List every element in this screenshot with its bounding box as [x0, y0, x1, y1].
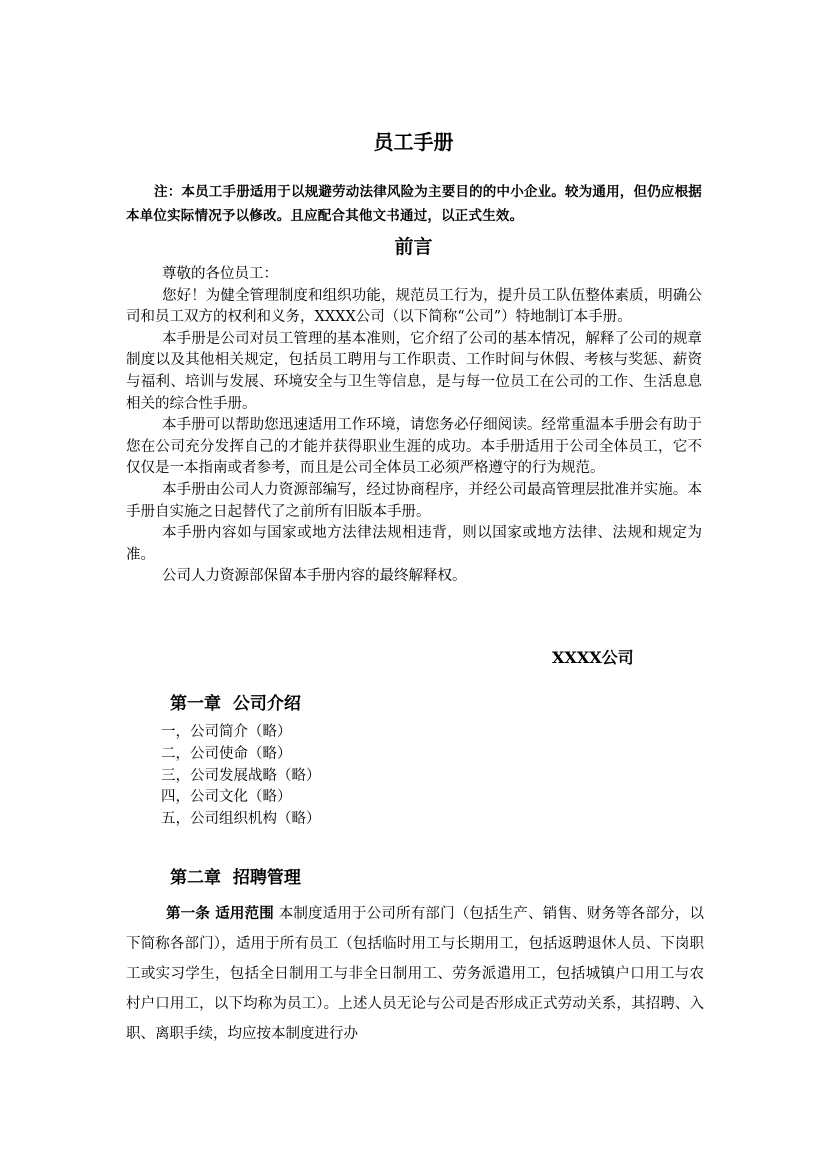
- preface-heading: 前言: [394, 236, 433, 258]
- article-1-label: 第一条 适用范围: [166, 906, 274, 922]
- preface-greeting: 尊敬的各位员工：: [162, 266, 278, 282]
- article-1-text: 本制度适用于公司所有部门（包括生产、销售、财务等各部分，以下简称各部门），适用于所有员工（包括临时用工与长期用工，包括返聘退休人员、下岗职工或实习学生，包括全日制用工与非全日制用工、劳务派遣用工，包括城镇户口用工与农村户口用工，以下均称为员工）。上述人员无论与公司是否形成正式劳动关系，其招聘、入职、离职手续，均应按本制度进行办: [126, 906, 704, 1042]
- chapter-1-heading: 第一章 公司介绍: [170, 694, 301, 714]
- chapter-2-heading: 第二章 招聘管理: [170, 868, 301, 888]
- preface-paragraph: 本手册由公司人力资源部编写，经过协商程序，并经公司最高管理层批准并实施。本手册自实施之日起替代了之前所有旧版本手册。: [126, 481, 702, 520]
- article-1: [126, 899, 704, 1049]
- preface-paragraph: 您好！为健全管理制度和组织功能，规范员工行为，提升员工队伍整体素质，明确公司和员工双方的权利和义务，XXXX公司（以下简称“公司”）特地制订本手册。: [126, 287, 702, 326]
- document-title: 员工手册: [373, 130, 454, 154]
- preface-paragraph: 公司人力资源部保留本手册内容的最终解释权。: [162, 568, 467, 585]
- preface-body: [126, 264, 702, 588]
- list-item: 五，公司组织机构（略）: [161, 811, 321, 828]
- chapter-1-list: [161, 722, 321, 831]
- preface-paragraph: 本手册是公司对员工管理的基本准则，它介绍了公司的基本情况，解释了公司的规章制度以及其他相关规定，包括员工聘用与工作职责、工作时间与休假、考核与奖惩、薪资与福利、培训与发展、环境安全与卫生等信息，是与每一位员工在公司的工作、生活息息相关的综合性手册。: [126, 330, 702, 412]
- usage-note: 注：本员工手册适用于以规避劳动法律风险为主要目的的中小企业。较为通用，但仍应根据本单位实际情况予以修改。且应配合其他文书通过，以正式生效。: [126, 184, 702, 224]
- list-item: 一，公司简介（略）: [161, 724, 292, 740]
- list-item: 二，公司使命（略）: [161, 745, 292, 762]
- list-item: 三，公司发展战略（略）: [161, 767, 321, 784]
- company-signature: XXXX公司: [552, 648, 634, 667]
- preface-paragraph: 本手册可以帮助您迅速适用工作环境，请您务必仔细阅读。经常重温本手册会有助于您在公司充分发挥自己的才能并获得职业生涯的成功。本手册适用于公司全体员工，它不仅仅是一本指南或者参考，而且是公司全体员工必须严格遵守的行为规范。: [126, 417, 702, 477]
- list-item: 四，公司文化（略）: [161, 789, 292, 806]
- preface-paragraph: 本手册内容如与国家或地方法律法规相违背，则以国家或地方法律、法规和规定为准。: [126, 525, 702, 563]
